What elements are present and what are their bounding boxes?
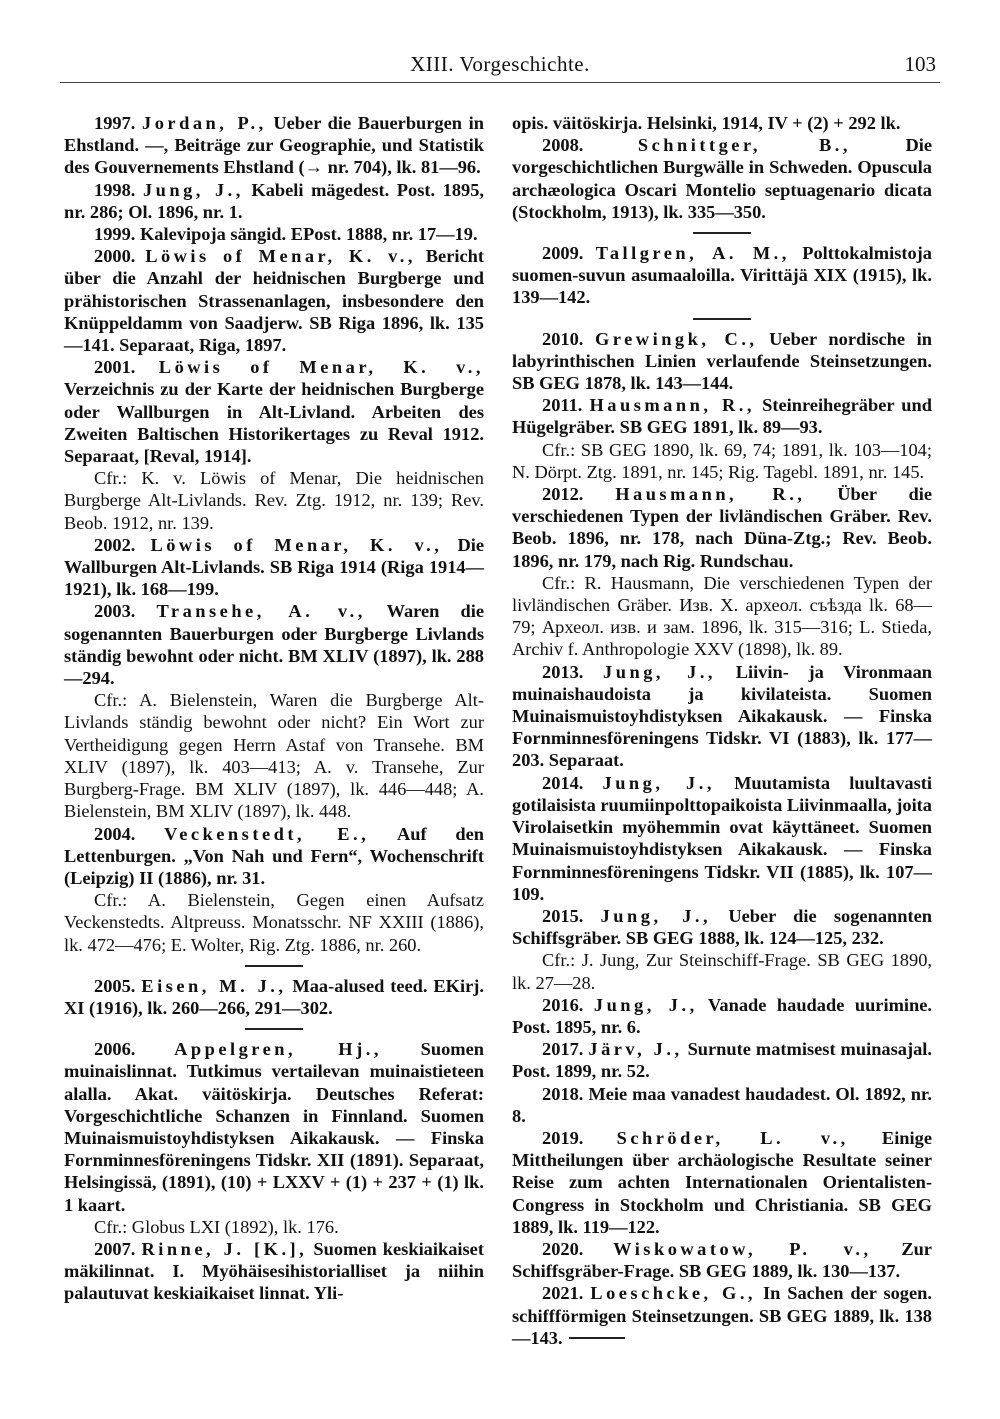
entry-author: Tallgren, A. M., (595, 243, 790, 264)
entry-number: 1997. (94, 113, 136, 133)
entry-author: Veckenstedt, E., (164, 823, 370, 844)
entry-title: Bericht über die Anzahl der heidnischen Burgberge und prähistorischen Strassenanlagen, insbesondere den Knüppeldamm von Saadjerw. SB Riga 1896, lk. 135—141. Separaat, Riga, 1897. (64, 246, 484, 356)
entry-number: 1998. (94, 179, 136, 200)
bibliography-entry (512, 1282, 932, 1349)
entry-number: 2020. (542, 1238, 584, 1259)
entry-text (512, 483, 932, 572)
entry-number: 2011. (542, 395, 583, 416)
bibliography-entry (512, 483, 932, 661)
entry-title: Steinreihegräber und Hügelgräber. SB GEG 1891, lk. 89—93. (512, 395, 932, 438)
entry-title: Liivin- ja Vironmaan muinaishaudoista ja kivilateista. Suomen Muinaismuistoyhdistyksen Aikakausk. — Finska Fornminnesföreningens Tidskr. VI (1883), lk. 177—203. Separaat. (512, 661, 932, 771)
entry-author: Loeschcke, G., (590, 1283, 757, 1304)
entry-text (512, 1127, 932, 1238)
running-header (60, 52, 940, 80)
entry-number: 2010. (542, 328, 584, 349)
bibliography-entry (512, 1238, 932, 1282)
entry-text (512, 1083, 932, 1127)
entry-cfr-note: Cfr.: SB GEG 1890, lk. 69, 74; 1891, lk. 103—104; N. Dörpt. Ztg. 1891, nr. 145; Rig. Tagebl. 1891, nr. 145. (512, 439, 932, 482)
entry-number: 2001. (94, 357, 136, 378)
closing-rule (569, 1337, 625, 1339)
entry-cfr-note: Cfr.: J. Jung, Zur Steinschiff-Frage. SB GEG 1890, lk. 27—28. (512, 950, 932, 993)
entry-text (512, 1038, 932, 1082)
entry-number: 2005. (94, 975, 136, 996)
bibliography-entry (64, 1038, 484, 1238)
entry-number: 2017. (542, 1039, 584, 1060)
bibliography-entry (512, 394, 932, 483)
bibliography-entry (512, 1083, 932, 1127)
bibliography-entry (64, 223, 484, 245)
entry-title: Zur Schiffsgräber-Frage. SB GEG 1889, lk. 130—137. (512, 1238, 932, 1282)
entry-author: Hausmann, R., (615, 484, 806, 505)
entry-title: Waren die sogenannten Bauerburgen oder Burgberge Livlands ständig bewohnt oder nicht. BM XLIV (1897), lk. 288—294. (64, 601, 485, 689)
entry-text (512, 134, 932, 223)
entry-cfr-note: Cfr.: Globus LXI (1892), lk. 176. (94, 1216, 339, 1237)
left-column (64, 112, 484, 1305)
entry-number: 2013. (542, 661, 584, 682)
entry-text (512, 394, 932, 438)
entry-author: Eisen, M. J., (141, 975, 287, 996)
entry-text (64, 600, 484, 689)
entry-cfr-note: Cfr.: A. Bielenstein, Waren die Burgberge Alt-Livlands ständig bewohnt oder nicht? Ein Wort zur Vertheidigung gegen Herrn Astaf von Transehe. BM XLIV (1897), lk. 403—413; A. v. Transehe, Zur Burgberg-Frage. BM XLIV (1897), lk. 446—448; A. Bielenstein, BM XLIV (1897), lk. 448. (64, 690, 484, 822)
bibliography-entry (512, 1127, 932, 1238)
entry-number: 2000. (94, 246, 136, 267)
entry-title: Vanade haudade uurimine. Post. 1895, nr. 6. (512, 994, 932, 1037)
entry-number: 1999. (94, 224, 136, 245)
bibliography-entry (512, 661, 932, 772)
entry-title: Verzeichnis zu der Karte der heidnischen Burgberge oder Wallburgen in Alt-Livland. Arbeiten des Zweiten Baltischen Historikertages zu Reval 1912. Separaat, [Reval, 1914]. (64, 379, 484, 467)
entry-cfr-note: Cfr.: A. Bielenstein, Gegen einen Aufsatz Veckenstedts. Altpreuss. Monatsschr. NF XXIII (1886), lk. 472—476; E. Wolter, Rig. Ztg. 1886, nr. 260. (64, 890, 484, 955)
entry-text (64, 223, 484, 245)
entry-title: Die Wallburgen Alt-Livlands. SB Riga 1914 (Riga 1914—1921), lk. 168—199. (64, 534, 484, 600)
entry-author: Grewingk, C., (595, 328, 758, 349)
bibliography-entry (512, 905, 932, 994)
entry-text (64, 975, 484, 1019)
entry-title: Maa-alused teed. EKirj. XI (1916), lk. 260—266, 291—302. (64, 975, 484, 1018)
entry-number: 2007. (94, 1238, 136, 1259)
entry-number: 2016. (542, 994, 584, 1015)
entry-text (512, 1282, 932, 1349)
entry-author: Löwis of Menar, K. v., (158, 357, 484, 378)
entry-number: 2008. (542, 135, 584, 156)
entry-title: Die vorgeschichtlichen Burgwälle in Schweden. Opuscula archæologica Oscari Montelio septuagenario dicata (Stockholm, 1913), lk. 335—350. (512, 135, 932, 222)
entry-title: Polttokalmistoja suomen-suvun asumaaloilla. Virittäjä XIX (1915), lk. 139—142. (512, 243, 932, 308)
entry-author: Schröder, L. v., (616, 1127, 849, 1148)
entry-title: Kabeli mägedest. Post. 1895, nr. 286; Ol. 1896, nr. 1. (64, 179, 484, 222)
entry-author: Jung, J., (603, 661, 717, 682)
entry-text (512, 905, 932, 949)
entry-number: 2003. (94, 601, 136, 622)
entry-number: 2004. (94, 823, 136, 844)
entry-text (64, 534, 484, 601)
bibliography-entry (64, 112, 484, 179)
entry-title: Suomen keskiaikaiset mäkilinnat. I. Myöhäisesihistorialliset ja niihin palautuvat keskiaikaiset linnat. Yli- (64, 1238, 484, 1304)
entry-title: Surnute matmisest muinasajal. Post. 1899, nr. 52. (512, 1039, 932, 1082)
entry-number: 2019. (542, 1127, 584, 1148)
bibliography-entry (512, 1038, 932, 1082)
entry-text (64, 1038, 484, 1216)
entry-title: Ueber nordische in labyrinthischen Linien verlaufende Steinsetzungen. SB GEG 1878, lk. 143—144. (512, 328, 932, 394)
entry-title: Ueber die sogenannten Schiffsgräber. SB GEG 1888, lk. 124—125, 232. (512, 905, 932, 949)
entry-number: 2009. (542, 243, 584, 264)
entry-number: 2012. (542, 484, 584, 505)
entry-title: In Sachen der sogen. schiffförmigen Steinsetzungen. SB GEG 1889, lk. 138—143. (512, 1283, 932, 1348)
entry-number: 2021. (542, 1283, 584, 1304)
bibliography-entry (512, 134, 932, 223)
entry-text (64, 823, 484, 890)
page-number: 103 (904, 52, 936, 76)
bibliography-entry (64, 356, 484, 534)
entry-title: Über die verschiedenen Typen der livländischen Gräber. Rev. Beob. 1896, nr. 178, nach Düna-Ztg.; Rev. Beob. 1896, nr. 179, nach Rig. Rundschau. (512, 484, 932, 571)
entry-author: Jordan, P., (142, 113, 267, 133)
bibliography-entry (512, 328, 932, 395)
entry-text (64, 112, 484, 179)
entry-text (512, 1238, 932, 1282)
bibliography-entry (64, 600, 484, 822)
bibliography-entry (512, 772, 932, 905)
entry-text (512, 242, 932, 309)
bibliography-entry (512, 112, 932, 134)
entry-text (64, 245, 484, 356)
entry-continuation-text: opis. väitöskirja. Helsinki, 1914, IV + (2) + 292 lk. (512, 113, 901, 133)
entry-author: Wiskowatow, P. v., (613, 1238, 872, 1259)
entry-number: 2002. (94, 534, 136, 555)
bibliography-entry (64, 179, 484, 223)
entry-cfr-note: Cfr.: K. v. Löwis of Menar, Die heidnischen Burgberge Alt-Livlands. Rev. Ztg. 1912, nr. 139; Rev. Beob. 1912, nr. 139. (64, 468, 484, 533)
section-title: XIII. Vorgeschichte. (410, 52, 590, 76)
section-separator (245, 965, 303, 967)
right-column (512, 112, 932, 1349)
entry-author: Jung, J., (600, 905, 712, 926)
section-separator (693, 318, 751, 320)
bibliography-entry (64, 245, 484, 356)
entry-text (64, 179, 484, 223)
entry-number: 2014. (542, 772, 584, 793)
entry-title: Muutamista luultavasti gotilaisista ruumiinpolttopaikoista Liivinmaalla, joita Virolaisetkin myöhemmin ovat käyttäneet. Suomen Muinaismuistoyhdistyksen Aikakausk. — Finska Fornminnesföreningens Tidskr. VII (1885), lk. 107—109. (512, 772, 932, 904)
entry-text (512, 328, 932, 395)
entry-number: 2018. (542, 1083, 584, 1104)
bibliography-entry (64, 823, 484, 956)
entry-author: Jung, J., (142, 179, 244, 200)
entry-title: Ueber die Bauerburgen in Ehstland. —, Beiträge zur Geographie, und Statistik des Gouvernements Ehstland (→ nr. 704), lk. 81—96. (64, 113, 484, 178)
entry-number: 2006. (94, 1039, 136, 1060)
entry-author: Jung, J., (602, 772, 715, 793)
entry-title: Meie maa vanadest haudadest. Ol. 1892, nr. 8. (512, 1083, 933, 1126)
bibliography-entry (64, 975, 484, 1019)
entry-author: Rinne, J. [K.], (141, 1238, 308, 1259)
entry-text (512, 112, 932, 134)
entry-title: Suomen muinaislinnat. Tutkimus vertailevan muinaistieteen alalla. Akat. väitöskirja. Deutsches Referat: Vorgeschichtliche Schanzen in Finnland. Suomen Muinaismuistoyhdistyksen Aikakausk. — Finska Fornminnesföreningens Tidskr. XII (1891). Separaat, Helsingissä, (1891), (10) + LXXV + (1) + 237 + (1) lk. 1 kaart. (64, 1039, 484, 1215)
header-rule (60, 82, 940, 83)
entry-author: Löwis of Menar, K. v., (145, 246, 416, 267)
bibliography-entry (64, 534, 484, 601)
entry-text (64, 356, 484, 467)
entry-author: Järv, J., (588, 1039, 683, 1060)
entry-author: Löwis of Menar, K. v., (150, 534, 443, 555)
entry-author: Schnittger, B., (637, 135, 851, 156)
entry-title: Einige Mittheilungen über archäologische Resultate seiner Reise zum achten Internationalen Orientalisten-Congress in Stockholm und Christiania. SB GEG 1889, lk. 119—122. (512, 1127, 932, 1237)
entry-text (512, 994, 932, 1038)
entry-number: 2015. (542, 905, 584, 926)
entry-text (512, 661, 932, 772)
section-separator (693, 232, 751, 234)
entry-author: Jung, J., (593, 994, 698, 1015)
entry-title: Auf den Lettenburgen. „Von Nah und Fern“, Wochenschrift (Leipzig) II (1886), nr. 31. (64, 823, 484, 888)
section-separator (245, 1028, 303, 1030)
entry-title: Kalevipoja sängid. EPost. 1888, nr. 17—19. (140, 224, 478, 245)
entry-text (64, 1238, 484, 1305)
entry-author: Transehe, A. v., (156, 601, 366, 622)
entry-author: Appelgren, Hj., (174, 1039, 382, 1060)
entry-text (512, 772, 932, 905)
entry-cfr-note: Cfr.: R. Hausmann, Die verschiedenen Typen der livländischen Gräber. Изв. X. археол. съѣзда lk. 68—79; Археол. изв. и зам. 1896, lk. 315—316; L. Stieda, Archiv f. Anthropologie XXV (1898), lk. 89. (512, 572, 932, 660)
bibliography-entry (512, 994, 932, 1038)
bibliography-entry (64, 1238, 484, 1305)
bibliography-entry (512, 242, 932, 309)
entry-author: Hausmann, R., (589, 395, 755, 416)
